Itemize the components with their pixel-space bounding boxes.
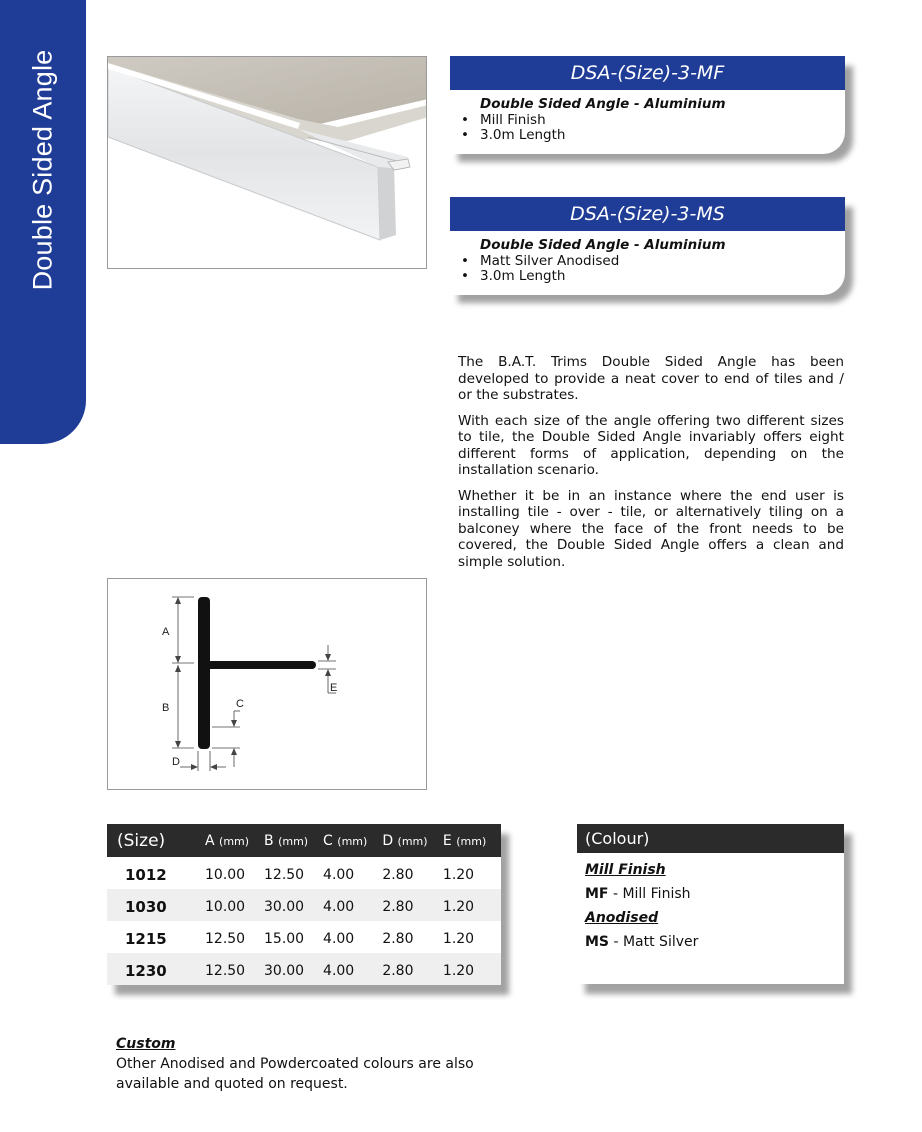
size-header: (Size) bbox=[117, 830, 166, 851]
column-header-d: D (mm) bbox=[382, 832, 428, 849]
product-card-mf bbox=[450, 56, 845, 154]
column-header-a: A (mm) bbox=[205, 832, 250, 849]
table-row bbox=[107, 921, 501, 953]
table-row bbox=[107, 889, 501, 921]
bullet-length-ms: • 3.0m Length bbox=[461, 269, 845, 284]
profile-diagram bbox=[107, 578, 427, 790]
cell-b: 30.00 bbox=[264, 962, 305, 979]
side-tab bbox=[0, 0, 86, 444]
size-code: 1030 bbox=[125, 897, 167, 916]
size-code: 1230 bbox=[125, 961, 167, 980]
product-subtitle-mf: Double Sided Angle - Aluminium bbox=[480, 96, 726, 112]
side-title: Double Sided Angle bbox=[27, 49, 58, 291]
cell-b: 12.50 bbox=[264, 866, 305, 883]
colour-option: MS - Matt Silver bbox=[585, 934, 699, 950]
column-header-e: E (mm) bbox=[442, 832, 487, 849]
custom-heading: Custom bbox=[116, 1036, 176, 1052]
dim-label-a: A bbox=[162, 626, 170, 638]
cell-e: 1.20 bbox=[442, 962, 475, 979]
angle-trim-photo bbox=[108, 57, 427, 269]
bullet-finish-mf: • Mill Finish bbox=[461, 113, 845, 128]
profile-horizontal-leg bbox=[206, 661, 316, 669]
size-table bbox=[107, 824, 501, 985]
description bbox=[458, 354, 844, 579]
description-paragraph: The B.A.T. Trims Double Sided Angle has been developed to provide a neat cover to end of tiles and / or the substrates. bbox=[458, 354, 844, 403]
product-code-mf: DSA-(Size)-3-MF bbox=[450, 56, 845, 90]
cell-e: 1.20 bbox=[442, 866, 475, 883]
cell-d: 2.80 bbox=[382, 930, 414, 947]
cell-c: 4.00 bbox=[323, 866, 355, 883]
size-code: 1012 bbox=[125, 865, 167, 884]
cell-c: 4.00 bbox=[323, 930, 355, 947]
profile-drawing bbox=[108, 579, 428, 791]
cell-a: 10.00 bbox=[205, 866, 246, 883]
cell-c: 4.00 bbox=[323, 898, 355, 915]
cell-a: 12.50 bbox=[205, 930, 246, 947]
dim-label-e: E bbox=[330, 682, 338, 694]
cell-a: 10.00 bbox=[205, 898, 246, 915]
custom-text: Other Anodised and Powdercoated colours are also available and quoted on request. bbox=[116, 1056, 474, 1092]
colour-header: (Colour) bbox=[577, 824, 844, 853]
size-table-header bbox=[107, 824, 501, 857]
cell-e: 1.20 bbox=[442, 930, 475, 947]
dim-label-d: D bbox=[172, 756, 180, 768]
product-photo bbox=[107, 56, 427, 269]
dim-label-b: B bbox=[162, 702, 170, 714]
bullet-finish-ms: • Matt Silver Anodised bbox=[461, 254, 845, 269]
cell-b: 15.00 bbox=[264, 930, 305, 947]
size-code: 1215 bbox=[125, 929, 167, 948]
product-code-ms: DSA-(Size)-3-MS bbox=[450, 197, 845, 231]
profile-vertical-leg bbox=[198, 597, 210, 749]
colour-category: Anodised bbox=[585, 910, 659, 926]
column-header-b: B (mm) bbox=[264, 832, 309, 849]
table-row bbox=[107, 857, 501, 889]
column-header-c: C (mm) bbox=[323, 832, 368, 849]
colour-category: Mill Finish bbox=[585, 862, 666, 878]
cell-a: 12.50 bbox=[205, 962, 246, 979]
custom-note bbox=[116, 1034, 496, 1094]
product-card-ms bbox=[450, 197, 845, 295]
cell-b: 30.00 bbox=[264, 898, 305, 915]
dim-label-c: C bbox=[236, 698, 244, 710]
description-paragraph: With each size of the angle offering two different sizes to tile, the Double Sided Angle invariably offers eight different forms of application, depending on the installation scenario. bbox=[458, 412, 844, 478]
cell-d: 2.80 bbox=[382, 962, 414, 979]
table-row bbox=[107, 953, 501, 985]
cell-d: 2.80 bbox=[382, 866, 414, 883]
cell-d: 2.80 bbox=[382, 898, 414, 915]
bullet-length-mf: • 3.0m Length bbox=[461, 128, 845, 143]
cell-e: 1.20 bbox=[442, 898, 475, 915]
cell-c: 4.00 bbox=[323, 962, 355, 979]
description-paragraph: Whether it be in an instance where the end user is installing tile - over - tile, or alternatively tiling on a balconey where the face of the front needs to be covered, the Double Sided Angle offers a clean and simple solution. bbox=[458, 487, 844, 570]
product-subtitle-ms: Double Sided Angle - Aluminium bbox=[480, 237, 726, 253]
colour-option: MF - Mill Finish bbox=[585, 886, 691, 902]
colour-table bbox=[577, 824, 844, 984]
